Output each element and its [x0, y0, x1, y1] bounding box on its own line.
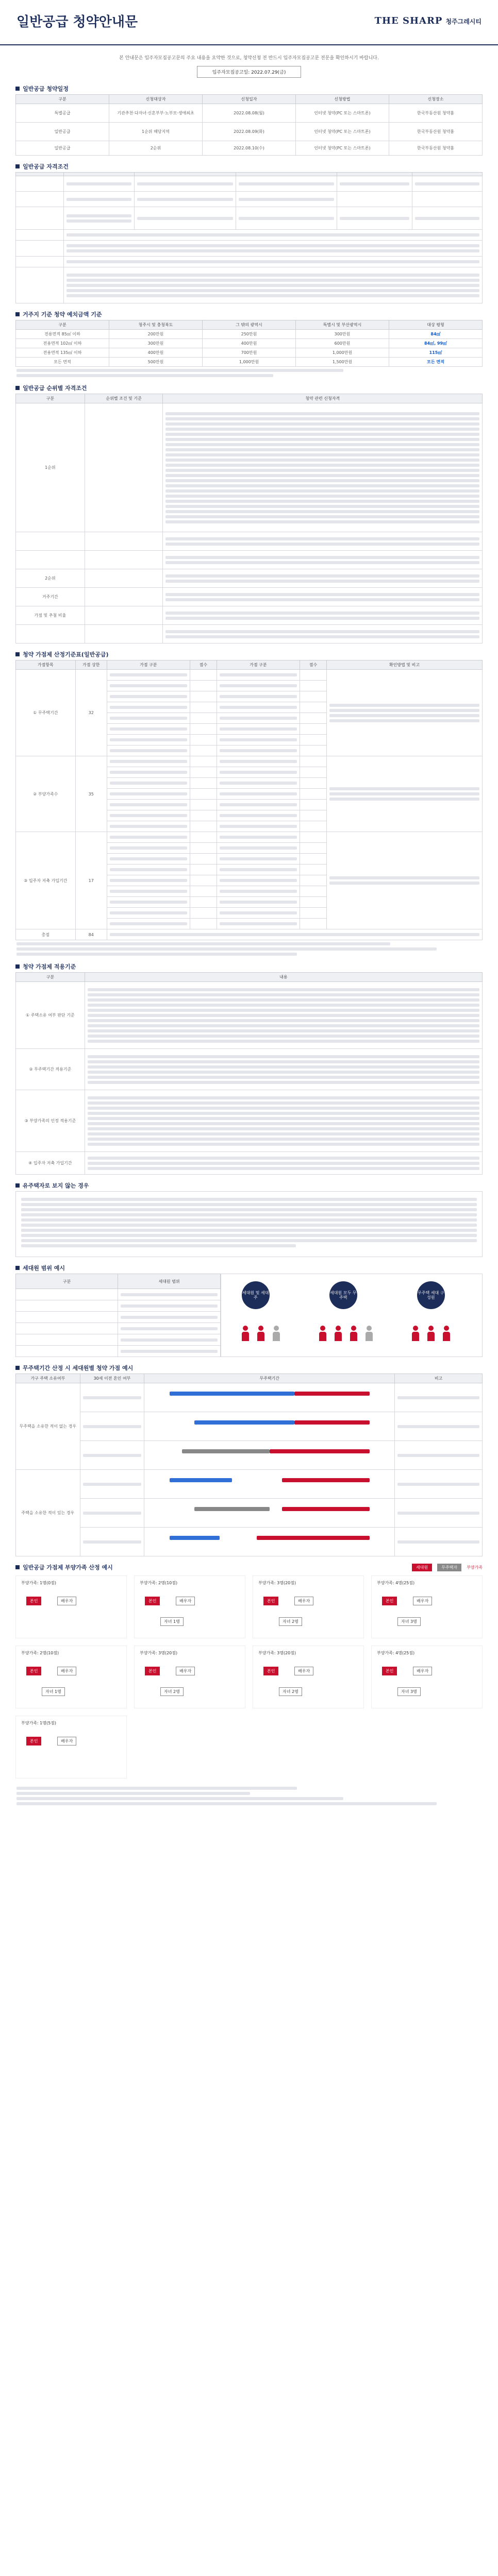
- person-icon: [366, 1326, 373, 1341]
- tree-node: 자녀 1명: [42, 1687, 65, 1696]
- bullet-icon: [15, 652, 20, 656]
- bullet-icon: [15, 964, 20, 969]
- section-title: 일반공급 자격조건: [23, 163, 69, 171]
- brand-logo: [375, 15, 482, 26]
- timeline-table: 가구 주택 소유여부 30세 이전 혼인 여부 무주택기간 비고 무주택을 소유한 적이 없는 경우 주택을 소유한 적이 있는 경우: [15, 1374, 483, 1556]
- tree-node: 배우자: [413, 1667, 432, 1675]
- tree-node: 자녀 3명: [397, 1617, 421, 1626]
- tree-cell: [15, 1646, 127, 1708]
- bullet-icon: [15, 1266, 20, 1270]
- tree-cell: [15, 1575, 127, 1638]
- period-bar: [282, 1478, 370, 1482]
- tree-node: 자녀 1명: [160, 1617, 184, 1626]
- family-circle-right: 무주택 세대 구성원: [417, 1281, 445, 1309]
- exception-box: [15, 1191, 483, 1257]
- tree-node: 본인: [145, 1667, 160, 1675]
- logo-en: THE SHARP: [374, 15, 443, 26]
- family-circle-mid: 세대원 모두 무주택: [329, 1281, 357, 1309]
- bullet-icon: [15, 1565, 20, 1569]
- th: 신청일자: [203, 95, 296, 104]
- tree-label: 부양가족: 2명(10점): [140, 1581, 178, 1586]
- tree-label: 부양가족: 1명(5점): [21, 1721, 57, 1726]
- section-dependents: [15, 1562, 483, 1805]
- scoring-table: 가점항목 가점 상한 가점 구분 점수 가점 구분 점수 확인방법 및 비고 ① 무주택기간 32 ② 부양가족수 35 ③ 입주자 저축 가입기간 17 총점 84: [15, 660, 483, 940]
- period-bar: [182, 1449, 270, 1453]
- table-row: 모든 면적 500만원 1,000만원 1,500만원 모든 면적: [16, 358, 483, 367]
- tree-grid: [15, 1575, 483, 1778]
- tree-label: 부양가족: 3명(20점): [258, 1581, 296, 1586]
- period-bar: [270, 1449, 370, 1453]
- person-icon: [412, 1326, 419, 1341]
- section-title: 일반공급 순위별 자격조건: [23, 385, 87, 392]
- section-rank: [15, 382, 483, 643]
- section-scoring: [15, 649, 483, 956]
- notice-date: 입주자모집공고일: 2022.07.29(금): [197, 66, 301, 78]
- section-title: 유주택자로 보지 않는 경우: [23, 1182, 89, 1190]
- tree-node: 배우자: [176, 1667, 195, 1675]
- tree-label: 부양가족: 3명(20점): [258, 1651, 296, 1656]
- section-title: 청약 가점제 적용기준: [23, 963, 76, 971]
- tree-node: 자녀 2명: [279, 1617, 302, 1626]
- period-bar: [294, 1392, 369, 1396]
- family-circle-left: 세대원 및 세대주: [242, 1281, 270, 1309]
- tree-label: 부양가족: 3명(20점): [140, 1651, 178, 1656]
- tree-node: 배우자: [57, 1737, 76, 1745]
- period-bar: [194, 1420, 294, 1425]
- tree-legend: 세대원 무주택자 부양가족: [15, 1564, 483, 1571]
- tree-node: 배우자: [294, 1597, 313, 1605]
- family-diagram: [221, 1274, 483, 1357]
- tree-node: 자녀 2명: [160, 1687, 184, 1696]
- bullet-icon: [15, 1366, 20, 1370]
- section-timeline: [15, 1362, 483, 1556]
- tree-node: 본인: [145, 1597, 160, 1605]
- section-title: 청약 가점제 산정기준표(일반공급): [23, 651, 109, 658]
- period-bar: [170, 1536, 220, 1540]
- section-schedule: [15, 83, 483, 156]
- header: [0, 0, 498, 45]
- tree-node: 배우자: [176, 1597, 195, 1605]
- section-title: 무주택기간 산정 시 세대원별 청약 가점 예시: [23, 1365, 134, 1372]
- person-icon: [443, 1326, 450, 1341]
- tree-node: 배우자: [413, 1597, 432, 1605]
- tree-cell: [253, 1575, 364, 1638]
- th: 신청방법: [296, 95, 389, 104]
- intro-text: 본 안내문은 입주자모집공고문의 주요 내용을 요약한 것으로, 청약신청 전 반드시 입주자모집공고문 전문을 확인하시기 바랍니다.: [119, 56, 379, 61]
- tree-label: 부양가족: 4명(25점): [377, 1581, 415, 1586]
- tree-cell: [134, 1575, 245, 1638]
- th: 신청장소: [389, 95, 483, 104]
- tree-cell: [371, 1646, 483, 1708]
- tree-cell: [134, 1646, 245, 1708]
- table-row: 전용면적 85㎡ 이하 200만원 250만원 300만원 84㎡: [16, 330, 483, 339]
- tree-cell: [15, 1716, 127, 1778]
- page-title: 일반공급 청약안내문: [16, 14, 138, 30]
- section-title: 일반공급 청약일정: [23, 86, 69, 93]
- section-title: 일반공급 가점제 부양가족 산정 예시: [23, 1564, 113, 1571]
- tree-label: 부양가족: 2명(10점): [21, 1651, 59, 1656]
- person-icon: [319, 1326, 326, 1341]
- section-title: 세대원 범위 예시: [23, 1265, 65, 1272]
- tree-node: 본인: [382, 1667, 397, 1675]
- section-exception: [15, 1180, 483, 1257]
- tree-cell: [371, 1575, 483, 1638]
- tree-node: 본인: [263, 1597, 278, 1605]
- tree-node: 본인: [26, 1597, 41, 1605]
- person-icon: [335, 1326, 342, 1341]
- table-row: 특별공급 기관추천·다자녀·신혼부부·노부모·생애최초 2022.08.08(월) 인터넷 청약(PC 또는 스마트폰) 한국부동산원 청약홈: [16, 104, 483, 123]
- person-icon: [242, 1326, 249, 1341]
- tree-cell: [253, 1646, 364, 1708]
- period-bar: [194, 1507, 269, 1511]
- table-row: 전용면적 135㎡ 이하 400만원 700만원 1,000만원 115㎡: [16, 348, 483, 358]
- section-deposit: [15, 309, 483, 377]
- tree-label: 부양가족: 1명(0점): [21, 1581, 57, 1586]
- family-table: 구분 세대원 범위: [15, 1274, 221, 1357]
- period-bar: [294, 1420, 369, 1425]
- person-icon: [427, 1326, 435, 1341]
- tree-node: 배우자: [57, 1667, 76, 1675]
- person-icon: [257, 1326, 264, 1341]
- th: 신청대상자: [109, 95, 203, 104]
- person-icon: [350, 1326, 357, 1341]
- tree-node: 본인: [26, 1667, 41, 1675]
- period-bar: [257, 1536, 369, 1540]
- apply-table: 구분 내용 ① 주택소유 여부 판단 기준 ② 무주택기간 적용기준 ③ 부양가족의 인정 적용기준 ④ 입주자 저축 가입기간: [15, 972, 483, 1175]
- tree-node: 배우자: [294, 1667, 313, 1675]
- bullet-icon: [15, 164, 20, 168]
- tree-node: 본인: [26, 1737, 41, 1745]
- bullet-icon: [15, 1183, 20, 1188]
- tree-node: 본인: [382, 1597, 397, 1605]
- table-row: 일반공급 1순위 해당지역 2022.08.09(화) 인터넷 청약(PC 또는 스마트폰) 한국부동산원 청약홈: [16, 123, 483, 141]
- tree-node: 자녀 2명: [279, 1687, 302, 1696]
- tree-label: 부양가족: 4명(25점): [377, 1651, 415, 1656]
- period-bar: [170, 1478, 232, 1482]
- qualification-table: [15, 172, 483, 303]
- table-row: 일반공급 2순위 2022.08.10(수) 인터넷 청약(PC 또는 스마트폰) 한국부동산원 청약홈: [16, 141, 483, 156]
- tree-node: 자녀 3명: [397, 1687, 421, 1696]
- table-row: 전용면적 102㎡ 이하 300만원 400만원 600만원 84㎡, 99㎡: [16, 339, 483, 348]
- section-title: 거주지 기준 청약 예치금액 기준: [23, 311, 102, 318]
- bullet-icon: [15, 386, 20, 390]
- bullet-icon: [15, 312, 20, 316]
- tree-node: 본인: [263, 1667, 278, 1675]
- section-apply-rules: [15, 961, 483, 1175]
- logo-ko: 청주그레시티: [445, 18, 482, 25]
- period-bar: [282, 1507, 370, 1511]
- deposit-table: 구분 청주시 및 충청북도 그 밖의 광역시 특별시 및 부산광역시 대상 평형 전용면적 85㎡ 이하 200만원 250만원 300만원 84㎡ 전용면적 102㎡ 이하 300만원 400만원 600만원 84㎡, 99㎡ 전용면적 135㎡ 이하 400만원 700만원 1,000만원 115㎡ 모든 면적 500만원 1,000만원 1,500만원 모든 면적: [15, 320, 483, 367]
- person-icon: [273, 1326, 280, 1341]
- schedule-table: [15, 94, 483, 156]
- th: 구분: [16, 95, 109, 104]
- section-family: [15, 1262, 483, 1357]
- bullet-icon: [15, 87, 20, 91]
- rank-table: 구분 순위별 조건 및 기준 청약 관련 신청자격 1순위 2순위 거주기간 가점 및 추첨 비율: [15, 394, 483, 643]
- tree-node: 배우자: [57, 1597, 76, 1605]
- period-bar: [170, 1392, 294, 1396]
- section-qualification: [15, 161, 483, 303]
